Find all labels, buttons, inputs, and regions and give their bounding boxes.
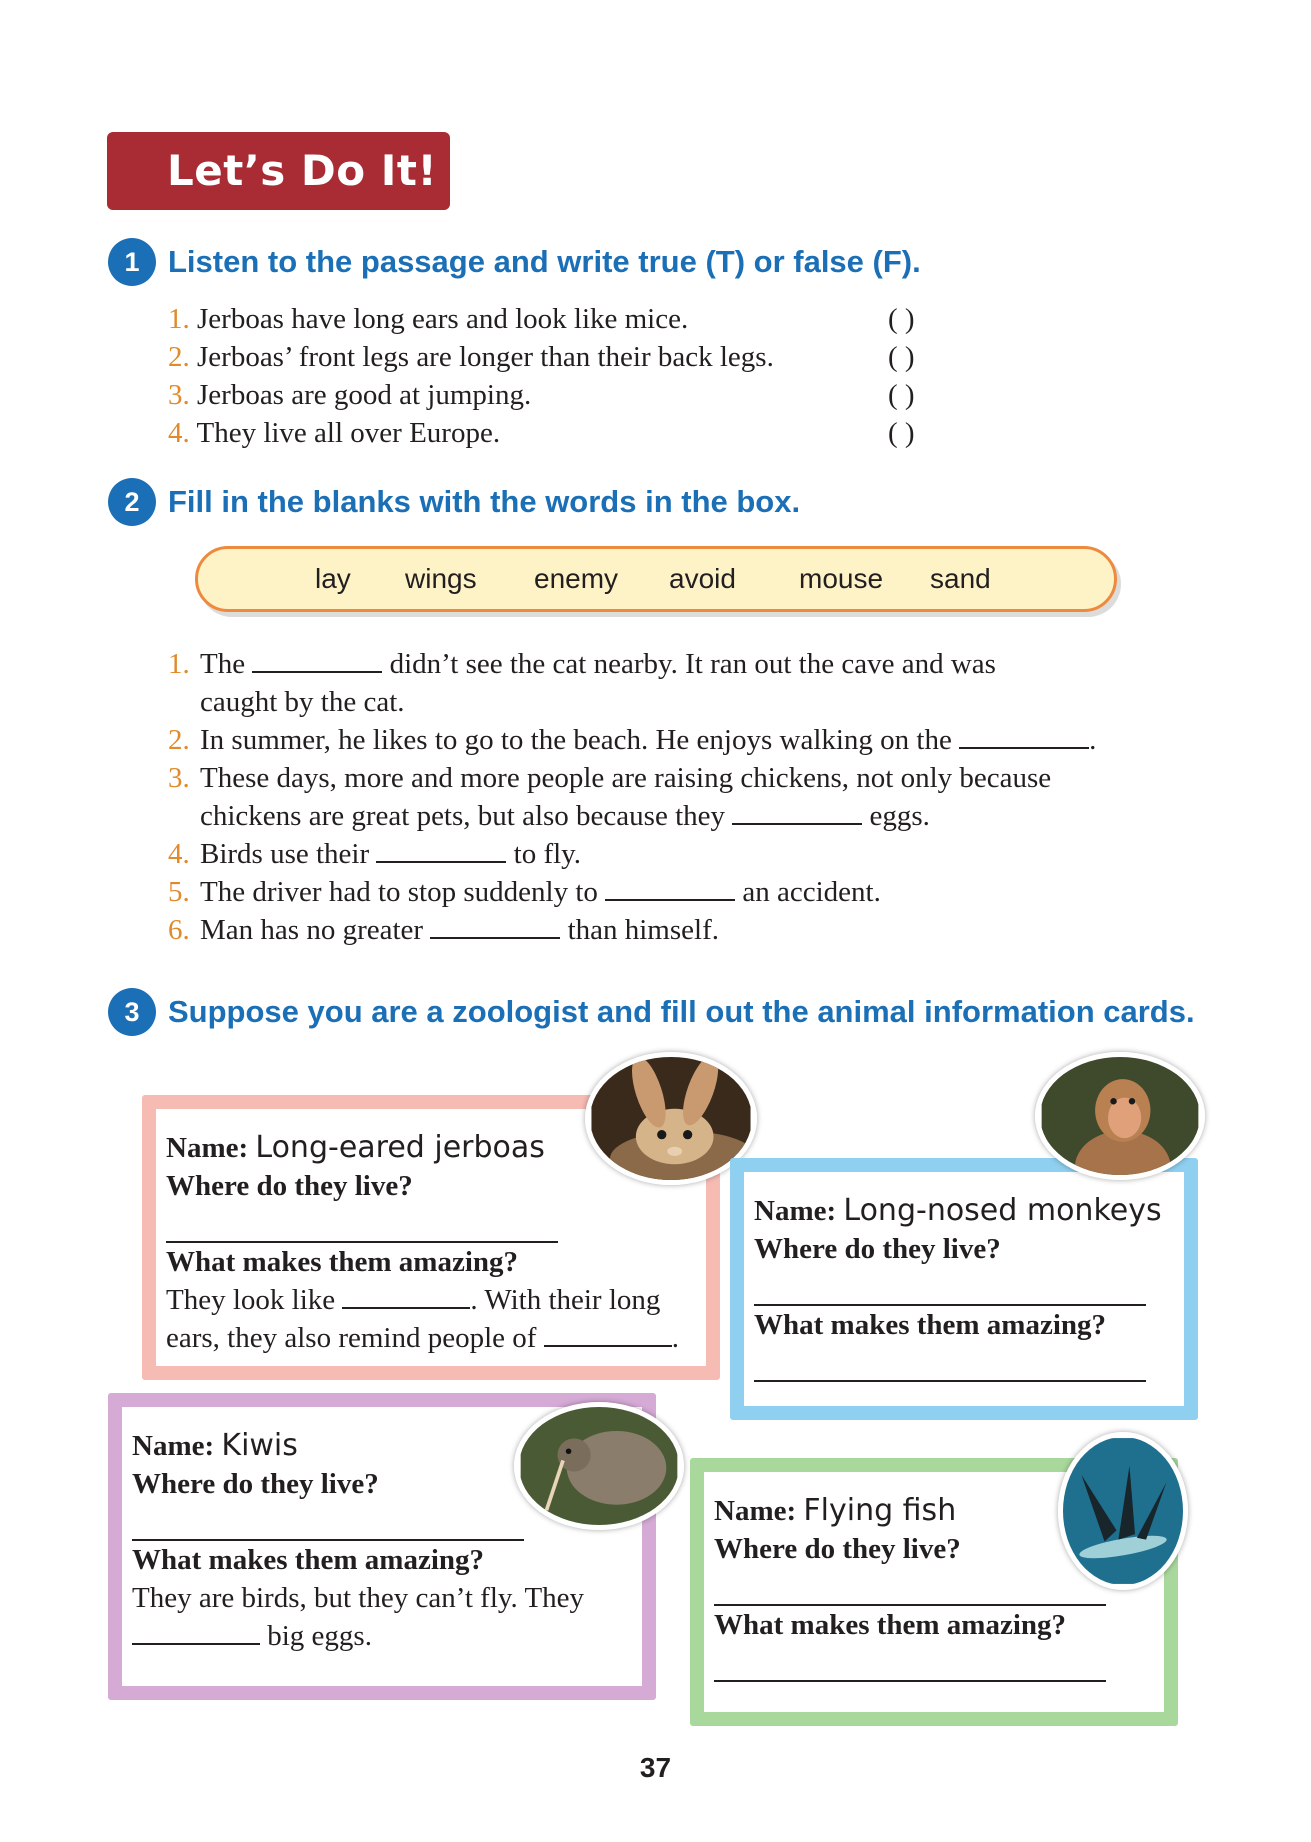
tf-item-text: They live all over Europe. — [196, 417, 501, 449]
answer-line[interactable] — [166, 1205, 558, 1243]
item-text: an accident. — [742, 876, 881, 908]
blank[interactable] — [605, 875, 735, 901]
item-number: 5. — [168, 876, 190, 908]
fill-blank-item-4 — [168, 835, 1208, 873]
name-label: Name: — [714, 1495, 797, 1527]
tf-item-number: 3. — [168, 379, 190, 411]
blank[interactable] — [252, 647, 382, 673]
fill-blank-item-2 — [168, 721, 1208, 759]
card-name-row — [754, 1192, 1162, 1230]
blank[interactable] — [342, 1283, 470, 1309]
live-label: Where do they live? — [166, 1170, 413, 1202]
fill-blank-list — [168, 645, 1208, 949]
blank[interactable] — [376, 837, 506, 863]
section-1-instruction: Listen to the passage and write true (T) or false (F). — [168, 244, 921, 279]
animal-name: Long-eared jerboas — [255, 1130, 545, 1165]
fill-blank-item-5 — [168, 873, 1208, 911]
blank[interactable] — [732, 799, 862, 825]
item-text: chickens are great pets, but also because they — [200, 800, 726, 832]
blank[interactable] — [959, 723, 1089, 749]
amazing-text-2 — [166, 1319, 684, 1357]
card-text: ears, they also remind people of — [166, 1322, 537, 1354]
word-mouse: mouse — [799, 563, 884, 594]
amazing-label: What makes them amazing? — [714, 1609, 1067, 1641]
tf-item-3 — [168, 376, 968, 414]
item-text: In summer, he likes to go to the beach. He enjoys walking on the — [200, 724, 952, 756]
kiwi-photo — [514, 1402, 684, 1530]
item-text: These days, more and more people are raising chickens, not only because — [200, 762, 1052, 794]
flying-fish-photo — [1058, 1432, 1188, 1590]
item-text: to fly. — [513, 838, 582, 870]
live-label: Where do they live? — [132, 1468, 379, 1500]
item-number: 2. — [168, 724, 190, 756]
name-label: Name: — [132, 1430, 215, 1462]
blank[interactable] — [430, 913, 560, 939]
flying-fish-illustration — [1063, 1437, 1183, 1585]
item-text: The driver had to stop suddenly to — [200, 876, 598, 908]
item-text: didn’t see the cat nearby. It ran out the cave and was — [389, 648, 996, 680]
answer-line[interactable] — [754, 1268, 1146, 1306]
answer-line[interactable] — [754, 1344, 1146, 1382]
word-sand: sand — [930, 563, 991, 594]
live-label: Where do they live? — [754, 1233, 1001, 1265]
fill-blank-item-1-cont: caught by the cat. — [200, 686, 405, 718]
section-3-badge: 3 — [108, 988, 156, 1036]
amazing-label: What makes them amazing? — [166, 1246, 519, 1278]
tf-answer-slot[interactable]: ( ) — [888, 379, 915, 411]
word-enemy: enemy — [534, 563, 619, 594]
section-2-heading — [108, 478, 800, 526]
name-label: Name: — [754, 1195, 837, 1227]
word-wings: wings — [405, 563, 477, 594]
tf-item-number: 4. — [168, 417, 190, 449]
page-number: 37 — [639, 1752, 672, 1783]
word-box — [195, 546, 1117, 612]
animal-name: Kiwis — [221, 1428, 298, 1463]
true-false-list — [168, 300, 968, 452]
amazing-text-1: They are birds, but they can’t fly. They — [132, 1582, 585, 1614]
section-1-heading — [108, 238, 921, 286]
lets-do-it-banner: Let’s Do It! — [107, 132, 450, 210]
word-avoid: avoid — [669, 563, 736, 594]
jerboa-illustration — [590, 1057, 752, 1180]
answer-line[interactable] — [714, 1568, 1106, 1606]
monkey-illustration — [1040, 1057, 1200, 1175]
item-number: 4. — [168, 838, 190, 870]
tf-answer-slot[interactable]: ( ) — [888, 341, 915, 373]
amazing-label: What makes them amazing? — [132, 1544, 485, 1576]
tf-item-2 — [168, 338, 968, 376]
fill-blank-item-6 — [168, 911, 1208, 949]
tf-item-number: 2. — [168, 341, 190, 373]
word-lay: lay — [315, 563, 351, 594]
answer-line[interactable] — [132, 1503, 524, 1541]
amazing-text-1 — [166, 1281, 684, 1319]
section-3-instruction: Suppose you are a zoologist and fill out the animal information cards. — [168, 994, 1195, 1029]
item-text: The — [200, 648, 246, 680]
amazing-label: What makes them amazing? — [754, 1309, 1107, 1341]
fill-blank-item-3 — [168, 759, 1208, 797]
item-text: than himself. — [567, 914, 719, 946]
animal-name: Flying fish — [803, 1493, 957, 1528]
fill-blank-item-3-cont — [168, 797, 1208, 835]
item-number: 3. — [168, 762, 190, 794]
item-text: Man has no greater — [200, 914, 424, 946]
tf-answer-slot[interactable]: ( ) — [888, 417, 915, 449]
fill-blank-item-1 — [168, 645, 1208, 683]
tf-item-number: 1. — [168, 303, 190, 335]
item-text: Birds use their — [200, 838, 370, 870]
tf-item-text: Jerboas are good at jumping. — [197, 379, 532, 411]
card-text: big eggs. — [267, 1620, 372, 1652]
name-label: Name: — [166, 1132, 249, 1164]
animal-name: Long-nosed monkeys — [843, 1193, 1162, 1228]
monkey-photo — [1035, 1052, 1205, 1180]
item-text: . — [1089, 724, 1097, 756]
section-2-instruction: Fill in the blanks with the words in the box. — [168, 484, 801, 519]
tf-item-4 — [168, 414, 968, 452]
blank[interactable] — [544, 1321, 672, 1347]
card-monkeys — [730, 1158, 1198, 1420]
item-number: 1. — [168, 648, 190, 680]
item-number: 6. — [168, 914, 190, 946]
card-text: They look like — [166, 1284, 336, 1316]
tf-item-1 — [168, 300, 968, 338]
section-2-badge: 2 — [108, 478, 156, 526]
tf-item-text: Jerboas’ front legs are longer than their back legs. — [197, 341, 774, 373]
live-label: Where do they live? — [714, 1533, 961, 1565]
section-3-heading — [108, 988, 1195, 1036]
section-1-badge: 1 — [108, 238, 156, 286]
tf-answer-slot[interactable]: ( ) — [888, 303, 915, 335]
answer-line[interactable] — [714, 1644, 1106, 1682]
card-text: . — [671, 1322, 679, 1354]
blank[interactable] — [132, 1619, 260, 1645]
card-text: . With their long — [470, 1284, 661, 1316]
item-text: eggs. — [869, 800, 930, 832]
tf-item-text: Jerboas have long ears and look like mice. — [197, 303, 689, 335]
kiwi-illustration — [519, 1407, 679, 1525]
amazing-text-2 — [132, 1617, 620, 1655]
